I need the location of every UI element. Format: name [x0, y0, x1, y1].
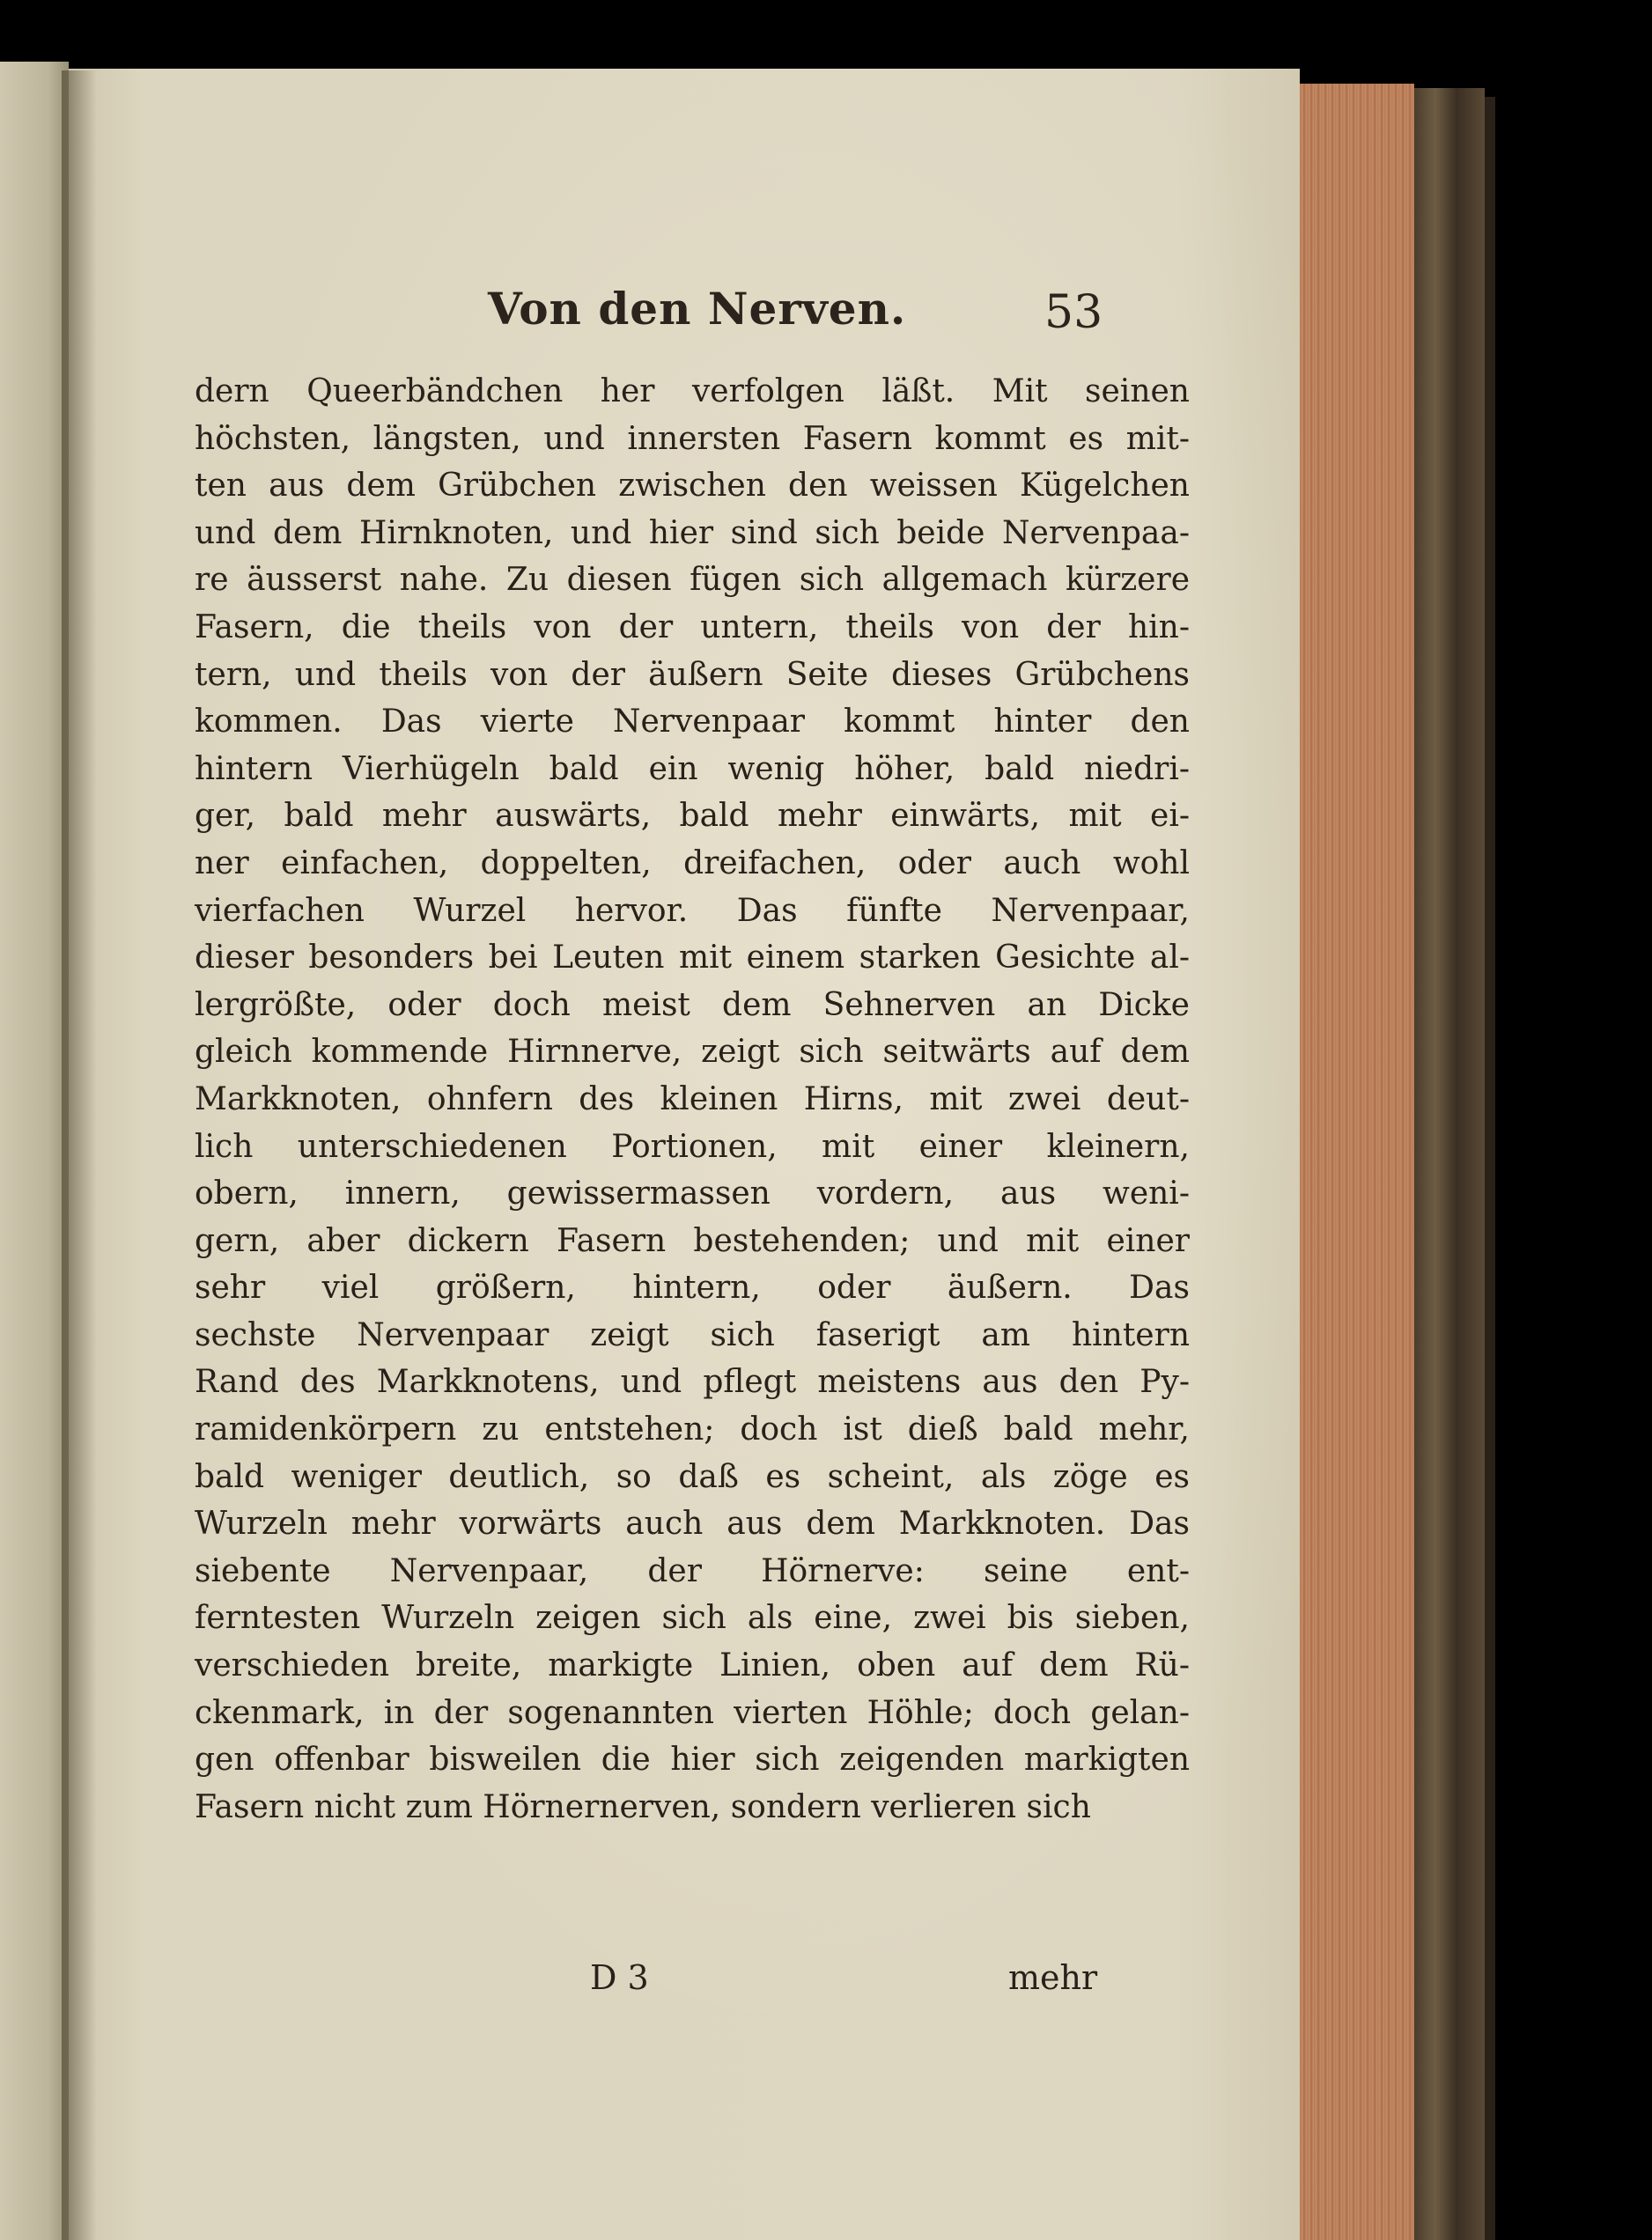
text-line: verschieden breite, markigte Linien, oben auf dem Rü-: [195, 1647, 1190, 1684]
text-line: ger, bald mehr auswärts, bald mehr einwärts, mit ei-: [195, 798, 1190, 835]
text-line: kommen. Das vierte Nervenpaar kommt hinter den: [195, 704, 1190, 741]
text-line: obern, innern, gewissermassen vordern, aus weni-: [195, 1175, 1190, 1212]
text-line: gen offenbar bisweilen die hier sich zeigenden markigten: [195, 1742, 1190, 1779]
text-line: Wurzeln mehr vorwärts auch aus dem Markknoten. Das: [195, 1506, 1190, 1543]
text-line: sehr viel größern, hintern, oder äußern. Das: [195, 1270, 1190, 1307]
text-line: höchsten, längsten, und innersten Fasern kommt es mit-: [195, 420, 1190, 457]
text-line: tern, und theils von der äußern Seite dieses Grübchens: [195, 656, 1190, 693]
page-block-edges: [1300, 84, 1414, 2240]
text-line: Rand des Markknotens, und pflegt meistens aus den Py-: [195, 1364, 1190, 1401]
text-line: ferntesten Wurzeln zeigen sich als eine, zwei bis sieben,: [195, 1600, 1190, 1637]
text-line: Fasern, die theils von der untern, theils von der hin-: [195, 608, 1190, 645]
text-line: ner einfachen, doppelten, dreifachen, oder auch wohl: [195, 844, 1190, 881]
text-line: dieser besonders bei Leuten mit einem starken Gesichte al-: [195, 939, 1190, 976]
page-header: [69, 283, 1300, 362]
text-line: bald weniger deutlich, so daß es scheint, als zöge es: [195, 1458, 1190, 1495]
cover-edge: [1485, 97, 1495, 2240]
text-line: ckenmark, in der sogenannten vierten Höhle; doch gelan-: [195, 1694, 1190, 1731]
page-number: 53: [1044, 286, 1103, 339]
page: [69, 69, 1300, 2240]
body-text: [195, 368, 1190, 1831]
previous-page-edge: [0, 62, 69, 2240]
text-line: Fasern nicht zum Hörnernerven, sondern verlieren sich: [195, 1788, 1091, 1825]
signature-mark: D 3: [590, 1958, 649, 1997]
text-line: vierfachen Wurzel hervor. Das fünfte Nervenpaar,: [195, 892, 1190, 929]
text-line: siebente Nervenpaar, der Hörnerve: seine ent-: [195, 1552, 1190, 1589]
book-cover: [1414, 88, 1485, 2240]
text-line: dern Queerbändchen her verfolgen läßt. Mit seinen: [195, 373, 1190, 409]
text-line: und dem Hirnknoten, und hier sind sich beide Nervenpaa-: [195, 514, 1190, 551]
text-line: ten aus dem Grübchen zwischen den weissen Kügelchen: [195, 468, 1190, 505]
text-line: Markknoten, ohnfern des kleinen Hirns, mit zwei deut-: [195, 1080, 1190, 1117]
text-line: sechste Nervenpaar zeigt sich faserigt am hintern: [195, 1316, 1190, 1353]
text-line: lich unterschiedenen Portionen, mit einer kleinern,: [195, 1128, 1190, 1165]
text-line: re äusserst nahe. Zu diesen fügen sich allgemach kürzere: [195, 562, 1190, 599]
page-footer: [69, 1958, 1300, 2011]
text-line: lergrößte, oder doch meist dem Sehnerven an Dicke: [195, 986, 1190, 1023]
running-title: Von den Nerven.: [488, 283, 907, 335]
text-line: gleich kommende Hirnnerve, zeigt sich seitwärts auf dem: [195, 1034, 1190, 1071]
gutter-shadow: [62, 70, 97, 2240]
catchword: mehr: [1008, 1958, 1098, 1997]
text-line: gern, aber dickern Fasern bestehenden; und mit einer: [195, 1222, 1190, 1259]
text-line: ramidenkörpern zu entstehen; doch ist dieß bald mehr,: [195, 1411, 1190, 1448]
text-line: hintern Vierhügeln bald ein wenig höher, bald niedri-: [195, 750, 1190, 787]
